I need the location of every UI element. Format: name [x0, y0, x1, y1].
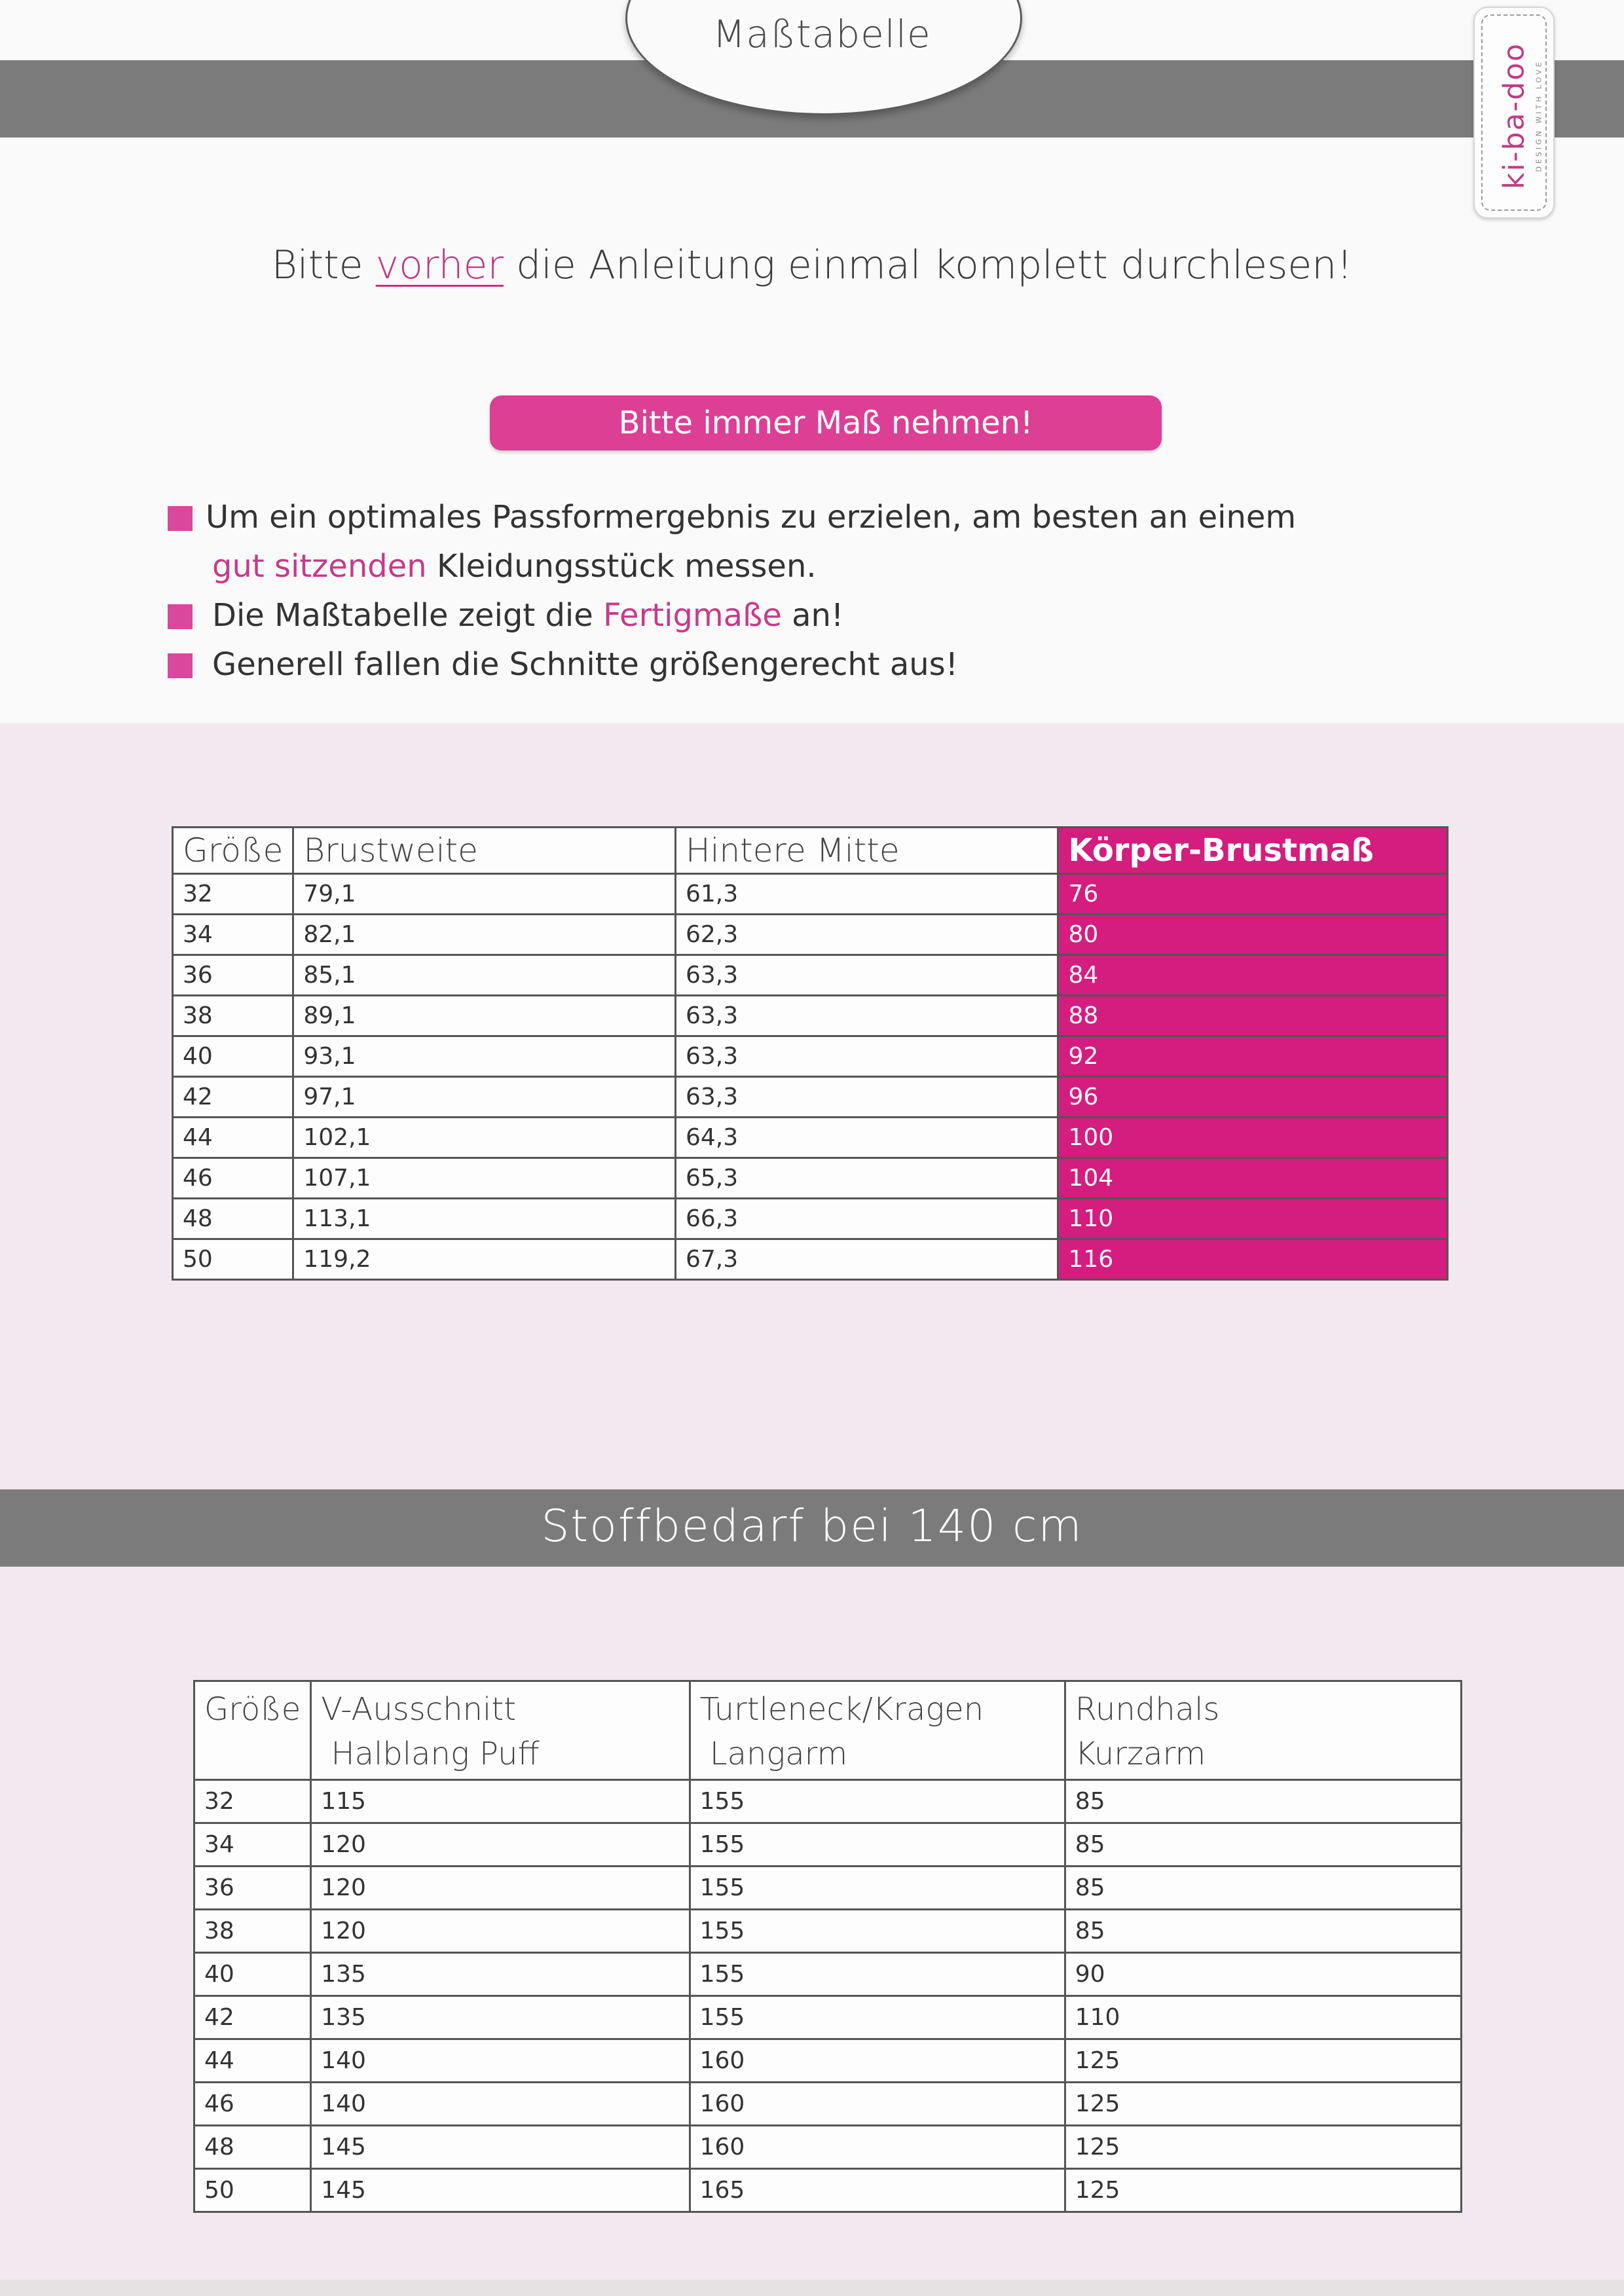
- table-cell: 100: [1058, 1118, 1448, 1158]
- table-row: [173, 1077, 1448, 1118]
- fabric-requirement-table: [193, 1680, 1462, 2213]
- table-cell: 120: [311, 1823, 690, 1867]
- table-row: [194, 1996, 1462, 2039]
- table-cell: 36: [194, 1867, 311, 1910]
- table-cell: 67,3: [675, 1239, 1058, 1280]
- table-cell: 85: [1065, 1780, 1461, 1823]
- bullet-square-icon: [168, 604, 193, 629]
- column-header-size: Größe: [173, 828, 293, 874]
- table-cell: 96: [1058, 1077, 1448, 1118]
- table-cell: 61,3: [675, 874, 1058, 915]
- table-cell: 160: [690, 2039, 1065, 2083]
- table-row: [194, 2039, 1462, 2083]
- table-row: [194, 2083, 1462, 2126]
- table-cell: 155: [690, 1910, 1065, 1953]
- instruction-notice: [0, 242, 1624, 288]
- table-cell: 125: [1065, 2039, 1461, 2083]
- table-cell: 125: [1065, 2126, 1461, 2169]
- table-cell: 115: [311, 1780, 690, 1823]
- table-cell: 32: [173, 874, 293, 915]
- table-cell: 63,3: [675, 1077, 1058, 1118]
- table-cell: 125: [1065, 2083, 1461, 2126]
- table-cell: 48: [173, 1199, 293, 1239]
- table-row: [194, 1910, 1462, 1953]
- table-cell: 102,1: [293, 1118, 676, 1158]
- table-cell: 40: [194, 1953, 311, 1996]
- measure-reminder-badge: Bitte immer Maß nehmen!: [490, 395, 1162, 450]
- table-cell: 85: [1065, 1910, 1461, 1953]
- table-cell: 44: [173, 1118, 293, 1158]
- page-title: Maßtabelle: [712, 12, 931, 56]
- table-cell: 79,1: [293, 874, 676, 915]
- table-cell: 119,2: [293, 1239, 676, 1280]
- table-cell: 76: [1058, 874, 1448, 915]
- table-cell: 110: [1065, 1996, 1461, 2039]
- brand-logo: [1473, 7, 1555, 219]
- table-cell: 155: [690, 1823, 1065, 1867]
- header-line: Größe: [204, 1691, 301, 1728]
- table-row: [173, 955, 1448, 996]
- column-header-turtleneck: [690, 1681, 1065, 1780]
- table-cell: 155: [690, 1996, 1065, 2039]
- table-cell: 145: [311, 2126, 690, 2169]
- table-cell: 63,3: [675, 996, 1058, 1036]
- table-header-row: [194, 1681, 1462, 1780]
- fabric-section-title: Stoffbedarf bei 140 cm: [541, 1501, 1083, 1552]
- table-cell: 80: [1058, 915, 1448, 955]
- table-cell: 107,1: [293, 1158, 676, 1199]
- table-row: [194, 2169, 1462, 2212]
- header-line: Langarm: [699, 1736, 848, 1772]
- table-cell: 36: [173, 955, 293, 996]
- column-header-v-neck: [311, 1681, 690, 1780]
- table-cell: 84: [1058, 955, 1448, 996]
- table-cell: 63,3: [675, 1036, 1058, 1077]
- bullet-3: Generell fallen die Schnitte größengerecht aus!: [212, 646, 958, 683]
- table-cell: 135: [311, 1996, 690, 2039]
- bullet-2-text-a: Die Maßtabelle zeigt die: [212, 597, 604, 634]
- table-cell: 66,3: [675, 1199, 1058, 1239]
- table-cell: 85: [1065, 1867, 1461, 1910]
- table-row: [173, 1118, 1448, 1158]
- table-cell: 90: [1065, 1953, 1461, 1996]
- table-row: [173, 1158, 1448, 1199]
- table-cell: 140: [311, 2083, 690, 2126]
- table-cell: 50: [173, 1239, 293, 1280]
- table-cell: 85,1: [293, 955, 676, 996]
- table-cell: 50: [194, 2169, 311, 2212]
- table-cell: 104: [1058, 1158, 1448, 1199]
- table-cell: 125: [1065, 2169, 1461, 2212]
- table-cell: 38: [173, 996, 293, 1036]
- notice-text-before: Bitte: [271, 242, 376, 288]
- table-cell: 64,3: [675, 1118, 1058, 1158]
- table-cell: 63,3: [675, 955, 1058, 996]
- table-cell: 145: [311, 2169, 690, 2212]
- table-cell: 89,1: [293, 996, 676, 1036]
- table-row: [173, 1036, 1448, 1077]
- table-row: [173, 874, 1448, 915]
- column-header-body-chest: Körper-Brustmaß: [1058, 828, 1448, 874]
- table-cell: 140: [311, 2039, 690, 2083]
- bullet-square-icon: [168, 506, 193, 531]
- bullet-1-line-2: [212, 548, 817, 585]
- table-cell: 32: [194, 1780, 311, 1823]
- table-row: [194, 1823, 1462, 1867]
- table-cell: 62,3: [675, 915, 1058, 955]
- table-row: [173, 915, 1448, 955]
- table-cell: 85: [1065, 1823, 1461, 1867]
- table-cell: 88: [1058, 996, 1448, 1036]
- header-line: V-Ausschnitt: [321, 1691, 517, 1728]
- table-row: [194, 1780, 1462, 1823]
- header-line: Rundhals: [1075, 1691, 1220, 1728]
- table-cell: 155: [690, 1867, 1065, 1910]
- table-cell: 160: [690, 2083, 1065, 2126]
- bullet-1-highlight: gut sitzenden: [212, 548, 427, 585]
- page-bottom-edge: [0, 2280, 1624, 2296]
- table-cell: 116: [1058, 1239, 1448, 1280]
- table-row: [194, 2126, 1462, 2169]
- table-cell: 46: [173, 1158, 293, 1199]
- table-cell: 160: [690, 2126, 1065, 2169]
- column-header-size: [194, 1681, 311, 1780]
- logo-tagline: DESIGN WITH LOVE: [1534, 60, 1543, 172]
- table-cell: 40: [173, 1036, 293, 1077]
- table-cell: 155: [690, 1953, 1065, 1996]
- table-cell: 48: [194, 2126, 311, 2169]
- bullet-1-line-1: Um ein optimales Passformergebnis zu erzielen, am besten an einem: [206, 499, 1297, 536]
- table-cell: 44: [194, 2039, 311, 2083]
- bullet-1-line-2-rest: Kleidungsstück messen.: [426, 548, 817, 585]
- table-cell: 38: [194, 1910, 311, 1953]
- bullet-2-highlight: Fertigmaße: [603, 597, 782, 634]
- bullet-2-text-b: an!: [781, 597, 844, 634]
- column-header-chest-width: Brustweite: [293, 828, 676, 874]
- table-header-row: [173, 828, 1448, 874]
- header-line: Turtleneck/Kragen: [699, 1691, 984, 1728]
- table-cell: 82,1: [293, 915, 676, 955]
- table-cell: 93,1: [293, 1036, 676, 1077]
- size-chart-table: [172, 826, 1449, 1281]
- table-cell: 42: [194, 1996, 311, 2039]
- table-row: [173, 1239, 1448, 1280]
- logo-wordmark: ki-ba-doo: [1497, 42, 1531, 190]
- table-cell: 113,1: [293, 1199, 676, 1239]
- table-cell: 110: [1058, 1199, 1448, 1239]
- table-cell: 165: [690, 2169, 1065, 2212]
- bullet-square-icon: [168, 653, 193, 678]
- table-row: [194, 1953, 1462, 1996]
- table-cell: 65,3: [675, 1158, 1058, 1199]
- table-cell: 120: [311, 1910, 690, 1953]
- header-line: Halblang Puff: [321, 1736, 540, 1772]
- table-row: [173, 996, 1448, 1036]
- table-row: [194, 1867, 1462, 1910]
- table-cell: 34: [194, 1823, 311, 1867]
- table-row: [173, 1199, 1448, 1239]
- table-cell: 92: [1058, 1036, 1448, 1077]
- table-cell: 34: [173, 915, 293, 955]
- table-cell: 46: [194, 2083, 311, 2126]
- notice-highlight: vorher: [375, 242, 504, 288]
- table-cell: 97,1: [293, 1077, 676, 1118]
- table-cell: 155: [690, 1780, 1065, 1823]
- notice-text-after: die Anleitung einmal komplett durchlesen!: [504, 242, 1353, 288]
- table-cell: 42: [173, 1077, 293, 1118]
- bullet-2: [212, 597, 843, 634]
- column-header-round-neck: [1065, 1681, 1461, 1780]
- column-header-back-center: Hintere Mitte: [675, 828, 1058, 874]
- table-cell: 135: [311, 1953, 690, 1996]
- table-cell: 120: [311, 1867, 690, 1910]
- header-line: Kurzarm: [1075, 1736, 1206, 1772]
